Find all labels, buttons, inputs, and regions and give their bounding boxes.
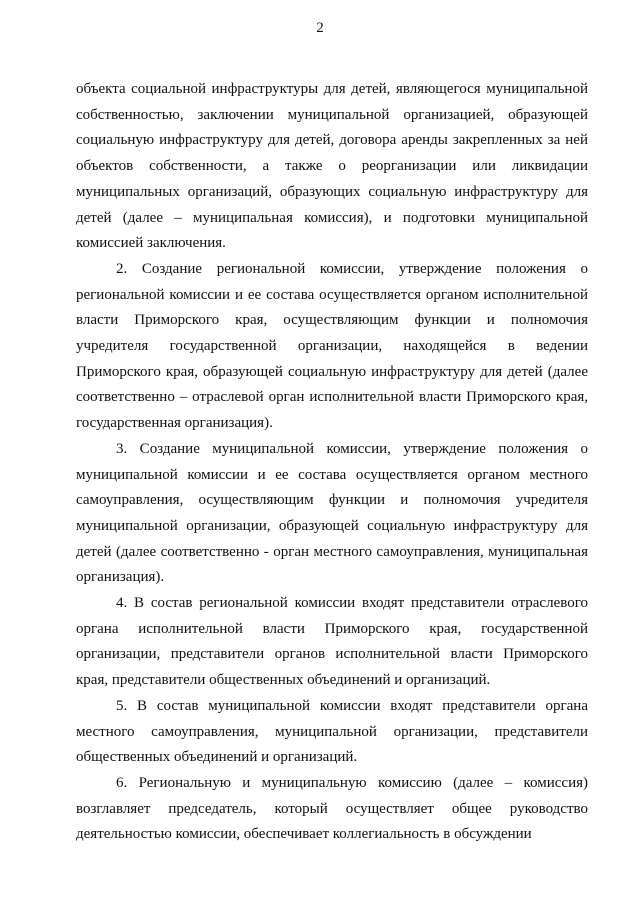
paragraph-item-2: 2. Создание региональной комиссии, утверждение положения о региональной комиссии и ее состава осуществляется органом исполнительной власти Приморского края, осуществляющим функции и полномочия учредителя государственной организации, находящейся в ведении Приморского края, образующей социальную инфраструктуру для детей (далее соответственно – отраслевой орган исполнительной власти Приморского края, государственная организация). [76,260,588,432]
paragraph-item-4: 4. В состав региональной комиссии входят представители отраслевого органа исполнительной власти Приморского края, государственной организации, представители органов исполнительной власти Приморского края, представители общественных объединений и организаций. [76,595,588,689]
paragraph-item-3: 3. Создание муниципальной комиссии, утверждение положения о муниципальной комиссии и ее состава осуществляется органом местного самоуправления, осуществляющим функции и полномочия учредителя муниципальной организации, образующей социальную инфраструктуру для детей (далее соответственно - орган местного самоуправления, муниципальная организация). [76,440,588,586]
paragraph-continuation: объекта социальной инфраструктуры для детей, являющегося муниципальной собственностью, заключении муниципальной организацией, образующей социальную инфраструктуру для детей, договора аренды закрепленных за ней объектов собственности, а также о реорганизации или ликвидации муниципальных организаций, образующих социальную инфраструктуру для детей (далее – муниципальная комиссия), и подготовки муниципальной комиссией заключения. [76,81,588,252]
paragraph-item-6: 6. Региональную и муниципальную комиссию (далее – комиссия) возглавляет председатель, который осуществляет общее руководство деятельностью комиссии, обеспечивает коллегиальность в обсуждении [76,774,588,843]
document-body [76,77,588,848]
paragraph-item-5: 5. В состав муниципальной комиссии входят представители органа местного самоуправления, муниципальной организации, представители общественных объединений и организаций. [76,697,588,766]
page-number: 2 [316,20,324,36]
